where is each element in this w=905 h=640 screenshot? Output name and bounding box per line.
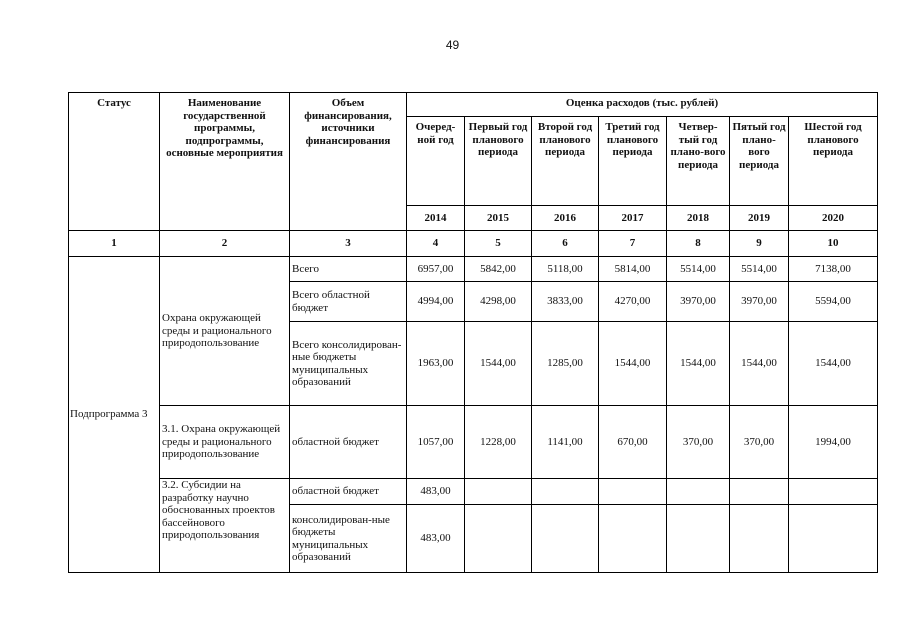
value-cell: 4298,00 <box>465 282 532 322</box>
value-cell <box>667 505 730 573</box>
table-row <box>69 257 878 282</box>
status-cell: Подпрограмма 3 <box>69 257 160 573</box>
source-cell: областной бюджет <box>290 406 407 479</box>
header-period-4: Четвер-тый год плано-вого периода <box>667 117 730 206</box>
value-cell <box>730 479 789 505</box>
source-cell: Всего областной бюджет <box>290 282 407 322</box>
value-cell: 5594,00 <box>789 282 878 322</box>
column-number: 9 <box>730 231 789 257</box>
column-number: 5 <box>465 231 532 257</box>
value-cell: 6957,00 <box>407 257 465 282</box>
column-number: 10 <box>789 231 878 257</box>
header-volume: Объем финансирования, источники финансирования <box>290 93 407 231</box>
value-cell: 5814,00 <box>599 257 667 282</box>
column-numbers-row <box>69 231 878 257</box>
source-cell: консолидирован-ные бюджеты муниципальных образований <box>290 505 407 573</box>
value-cell: 1963,00 <box>407 322 465 406</box>
value-cell <box>789 505 878 573</box>
value-cell: 1057,00 <box>407 406 465 479</box>
value-cell: 1544,00 <box>730 322 789 406</box>
header-year-1: 2015 <box>465 206 532 231</box>
column-number: 1 <box>69 231 160 257</box>
value-cell: 3970,00 <box>730 282 789 322</box>
value-cell <box>465 479 532 505</box>
source-cell: областной бюджет <box>290 479 407 505</box>
column-number: 2 <box>160 231 290 257</box>
value-cell: 1994,00 <box>789 406 878 479</box>
value-cell: 670,00 <box>599 406 667 479</box>
table-row <box>69 479 878 505</box>
value-cell <box>599 479 667 505</box>
value-cell: 1544,00 <box>465 322 532 406</box>
value-cell <box>730 505 789 573</box>
value-cell: 1228,00 <box>465 406 532 479</box>
value-cell: 483,00 <box>407 479 465 505</box>
header-period-6: Шестой год планового периода <box>789 117 878 206</box>
value-cell: 1544,00 <box>789 322 878 406</box>
value-cell: 5514,00 <box>667 257 730 282</box>
column-number: 3 <box>290 231 407 257</box>
header-year-3: 2017 <box>599 206 667 231</box>
value-cell <box>532 479 599 505</box>
header-period-0: Очеред-ной год <box>407 117 465 206</box>
value-cell: 7138,00 <box>789 257 878 282</box>
header-period-1: Первый год планового периода <box>465 117 532 206</box>
value-cell <box>465 505 532 573</box>
header-period-5: Пятый год плано-вого периода <box>730 117 789 206</box>
value-cell: 5118,00 <box>532 257 599 282</box>
value-cell: 1544,00 <box>667 322 730 406</box>
column-number: 6 <box>532 231 599 257</box>
column-number: 4 <box>407 231 465 257</box>
header-year-0: 2014 <box>407 206 465 231</box>
source-cell: Всего <box>290 257 407 282</box>
value-cell <box>532 505 599 573</box>
header-year-4: 2018 <box>667 206 730 231</box>
value-cell: 1544,00 <box>599 322 667 406</box>
value-cell <box>667 479 730 505</box>
column-number: 7 <box>599 231 667 257</box>
header-period-2: Второй год планового периода <box>532 117 599 206</box>
value-cell: 1141,00 <box>532 406 599 479</box>
section-name: 3.1. Охрана окружающей среды и рационального природопользование <box>160 406 290 479</box>
value-cell: 1285,00 <box>532 322 599 406</box>
budget-table <box>68 92 878 573</box>
source-cell: Всего консолидирован-ные бюджеты муниципальных образований <box>290 322 407 406</box>
value-cell: 4270,00 <box>599 282 667 322</box>
table-row <box>69 406 878 479</box>
value-cell: 3970,00 <box>667 282 730 322</box>
value-cell: 370,00 <box>730 406 789 479</box>
value-cell <box>789 479 878 505</box>
value-cell <box>599 505 667 573</box>
value-cell: 370,00 <box>667 406 730 479</box>
header-year-2: 2016 <box>532 206 599 231</box>
header-year-5: 2019 <box>730 206 789 231</box>
column-number: 8 <box>667 231 730 257</box>
page-number: 49 <box>445 38 460 52</box>
value-cell: 4994,00 <box>407 282 465 322</box>
value-cell: 5514,00 <box>730 257 789 282</box>
header-status: Статус <box>69 93 160 231</box>
section-name: Охрана окружающей среды и рационального природопользование <box>160 257 290 406</box>
header-name: Наименование государственной программы, подпрограммы, основные мероприятия <box>160 93 290 231</box>
value-cell: 5842,00 <box>465 257 532 282</box>
value-cell: 483,00 <box>407 505 465 573</box>
section-name: 3.2. Субсидии на разработку научно обоснованных проектов бассейнового природопользования <box>160 479 290 573</box>
header-period-3: Третий год планового периода <box>599 117 667 206</box>
header-year-6: 2020 <box>789 206 878 231</box>
value-cell: 3833,00 <box>532 282 599 322</box>
header-estimate: Оценка расходов (тыс. рублей) <box>407 93 878 117</box>
